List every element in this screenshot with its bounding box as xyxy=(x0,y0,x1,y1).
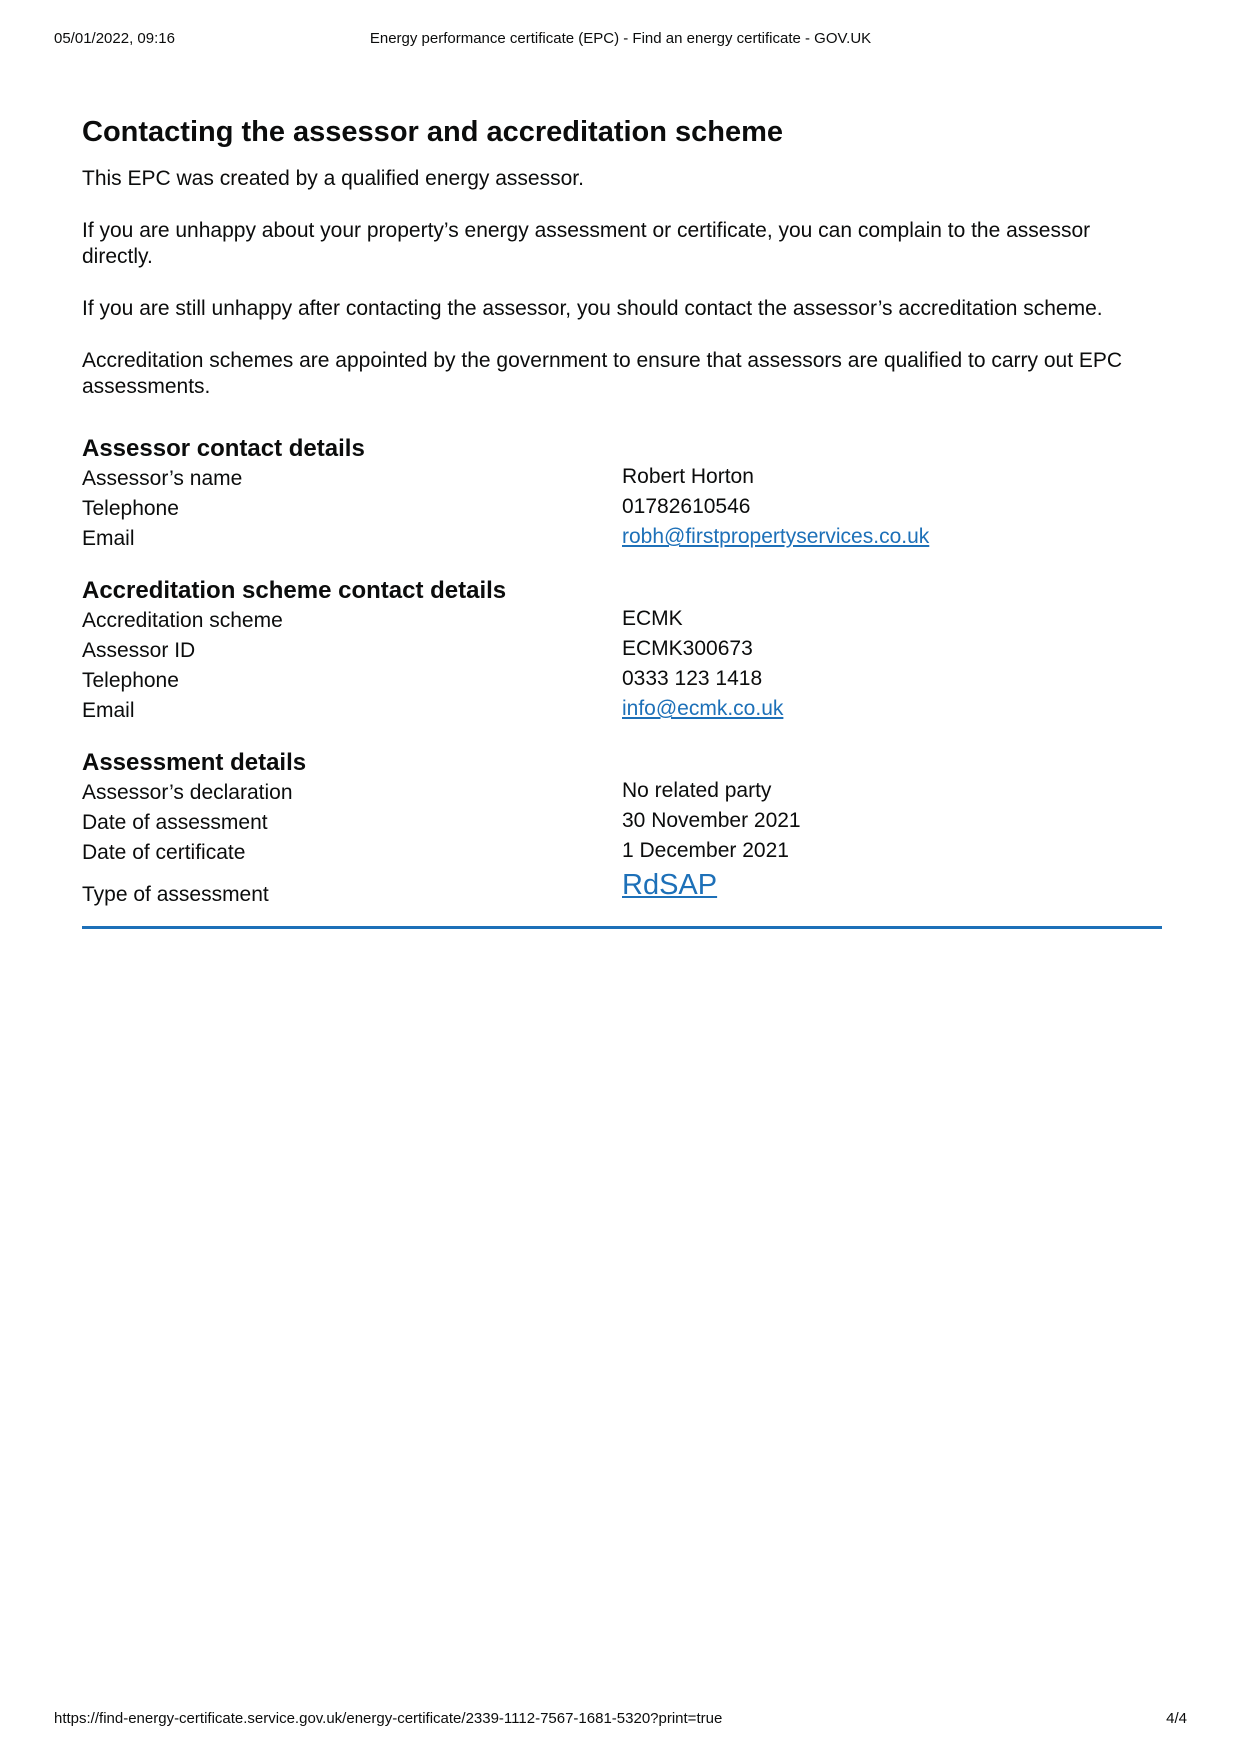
assessor-contact-section xyxy=(82,434,1162,554)
summary-row xyxy=(82,494,1162,524)
row-label: Assessor’s name xyxy=(82,467,243,490)
assessor-contact-heading: Assessor contact details xyxy=(82,435,365,462)
assessment-type-link[interactable]: RdSAP xyxy=(622,869,718,901)
accreditation-contact-section xyxy=(82,576,1162,726)
row-label: Email xyxy=(82,699,135,722)
print-header xyxy=(54,30,1187,52)
page-heading: Contacting the assessor and accreditation scheme xyxy=(82,116,784,148)
summary-row xyxy=(82,524,1162,554)
schemes-paragraph: Accreditation schemes are appointed by the government to ensure that assessors are qualified to carry out EPC assessments. xyxy=(82,349,1123,398)
assessment-details-heading: Assessment details xyxy=(82,749,307,776)
print-date: 05/01/2022, 09:16 xyxy=(54,30,175,47)
accreditation-paragraph: If you are still unhappy after contacting the assessor, you should contact the assessor’s accreditation scheme. xyxy=(82,297,1103,320)
row-label: Date of assessment xyxy=(82,811,268,834)
intro-paragraph: This EPC was created by a qualified energy assessor. xyxy=(82,167,584,190)
row-label: Telephone xyxy=(82,497,179,520)
complain-paragraph: If you are unhappy about your property’s energy assessment or certificate, you can complain to the assessor directly. xyxy=(82,219,1091,268)
page-number: 4/4 xyxy=(1166,1710,1187,1727)
print-footer xyxy=(54,1710,1187,1732)
summary-row xyxy=(82,696,1162,726)
assessment-details-section xyxy=(82,748,1162,910)
summary-row xyxy=(82,636,1162,666)
assessor-email-link[interactable]: robh@firstpropertyservices.co.uk xyxy=(622,525,930,548)
assessor-telephone: 01782610546 xyxy=(622,495,751,518)
row-label: Assessor ID xyxy=(82,639,196,662)
summary-row xyxy=(82,838,1162,868)
scheme-email-link[interactable]: info@ecmk.co.uk xyxy=(622,697,784,720)
section-divider xyxy=(82,926,1162,929)
summary-row xyxy=(82,808,1162,838)
print-page-title: Energy performance certificate (EPC) - Find an energy certificate - GOV.UK xyxy=(369,30,872,47)
assessor-name: Robert Horton xyxy=(622,465,754,488)
print-url: https://find-energy-certificate.service.gov.uk/energy-certificate/2339-1112-7567-1681-5320?print=true xyxy=(54,1710,723,1727)
assessor-declaration: No related party xyxy=(622,779,772,802)
main-content xyxy=(82,110,1162,929)
summary-row xyxy=(82,868,1162,910)
summary-row xyxy=(82,464,1162,494)
row-label: Telephone xyxy=(82,669,179,692)
accreditation-contact-heading: Accreditation scheme contact details xyxy=(82,577,507,604)
row-label: Date of certificate xyxy=(82,841,246,864)
row-label: Type of assessment xyxy=(82,883,269,906)
row-label: Assessor’s declaration xyxy=(82,781,293,804)
scheme-telephone: 0333 123 1418 xyxy=(622,667,763,690)
summary-row xyxy=(82,606,1162,636)
row-label: Accreditation scheme xyxy=(82,609,283,632)
accreditation-scheme-name: ECMK xyxy=(622,607,683,630)
assessor-id: ECMK300673 xyxy=(622,637,753,660)
summary-row xyxy=(82,666,1162,696)
date-of-certificate: 1 December 2021 xyxy=(622,839,789,862)
row-label: Email xyxy=(82,527,135,550)
summary-row xyxy=(82,778,1162,808)
date-of-assessment: 30 November 2021 xyxy=(622,809,801,832)
